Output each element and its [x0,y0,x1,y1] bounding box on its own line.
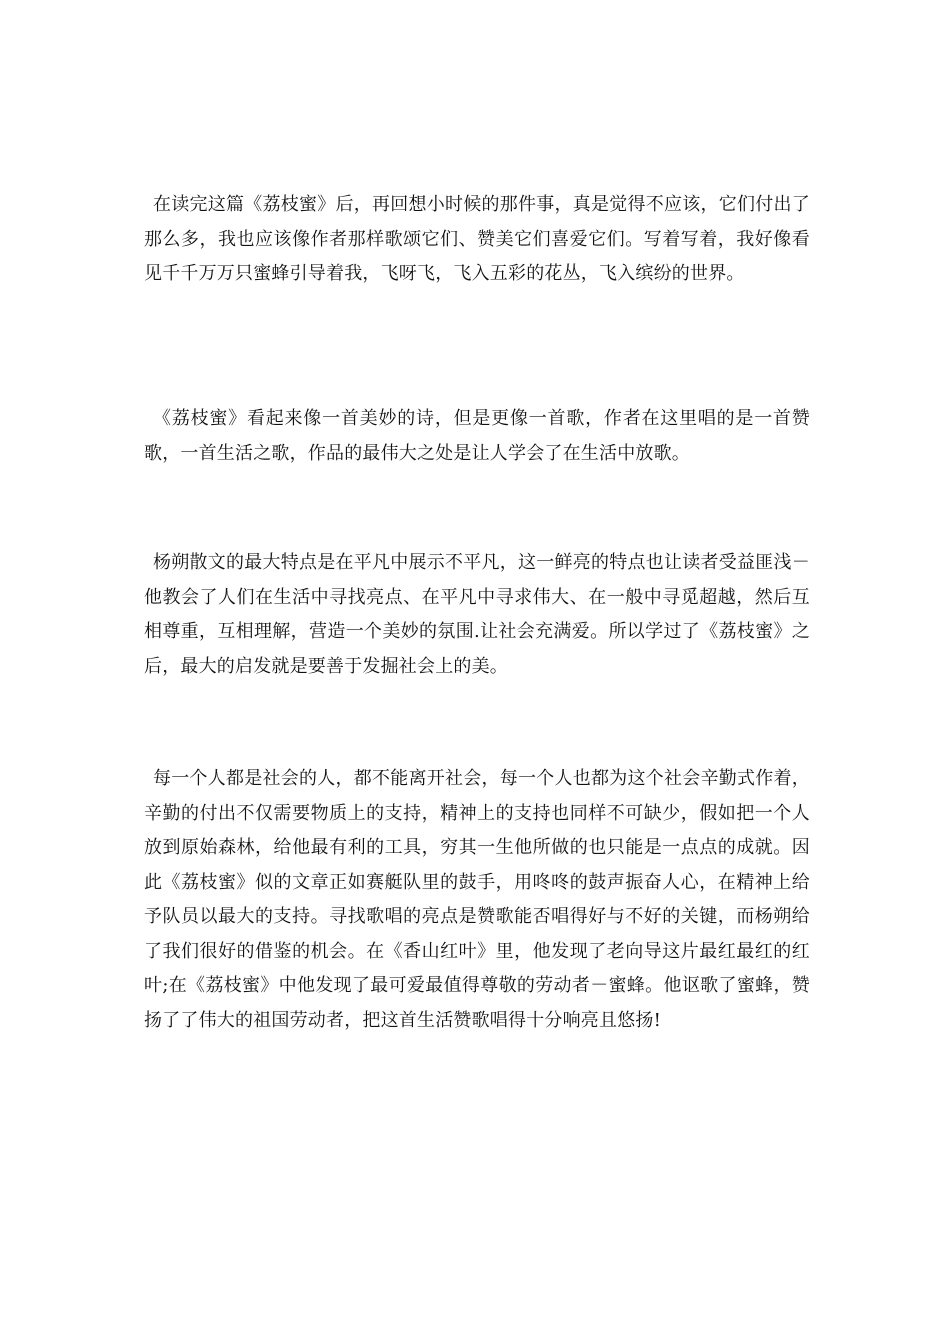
paragraph-reflection: 在读完这篇《荔枝蜜》后，再回想小时候的那件事，真是觉得不应该，它们付出了那么多，我也应该像作者那样歌颂它们、赞美它们喜爱它们。写着写着，我好像看见千千万万只蜜蜂引导着我，飞呀飞，飞入五彩的花丛，飞入缤纷的世界。 [144,194,810,284]
paragraph-poem-song: 《荔枝蜜》看起来像一首美妙的诗，但是更像一首歌，作者在这里唱的是一首赞歌，一首生活之歌，作品的最伟大之处是让人学会了在生活中放歌。 [144,408,810,464]
paragraph-yang-shuo-style: 杨朔散文的最大特点是在平凡中展示不平凡，这一鲜亮的特点也让读者受益匪浅－他教会了人们在生活中寻找亮点、在平凡中寻求伟大、在一般中寻觅超越，然后互相尊重，互相理解，营造一个美妙的氛围.让社会充满爱。所以学过了《荔枝蜜》之后，最大的启发就是要善于发掘社会上的美。 [144,552,810,677]
paragraph-society: 每一个人都是社会的人，都不能离开社会，每一个人也都为这个社会辛勤式作着，辛勤的付出不仅需要物质上的支持，精神上的支持也同样不可缺少，假如把一个人放到原始森林，给他最有利的工具，穷其一生他所做的也只能是一点点的成就。因此《荔枝蜜》似的文章正如赛艇队里的鼓手，用咚咚的鼓声振奋人心，在精神上给予队员以最大的支持。寻找歌唱的亮点是赞歌能否唱得好与不好的关键，而杨朔给了我们很好的借鉴的机会。在《香山红叶》里，他发现了老向导这片最红最红的红叶;在《荔枝蜜》中他发现了最可爱最值得尊敬的劳动者－蜜蜂。他讴歌了蜜蜂，赞扬了了伟大的祖国劳动者，把这首生活赞歌唱得十分响亮且悠扬! [144,768,810,1031]
